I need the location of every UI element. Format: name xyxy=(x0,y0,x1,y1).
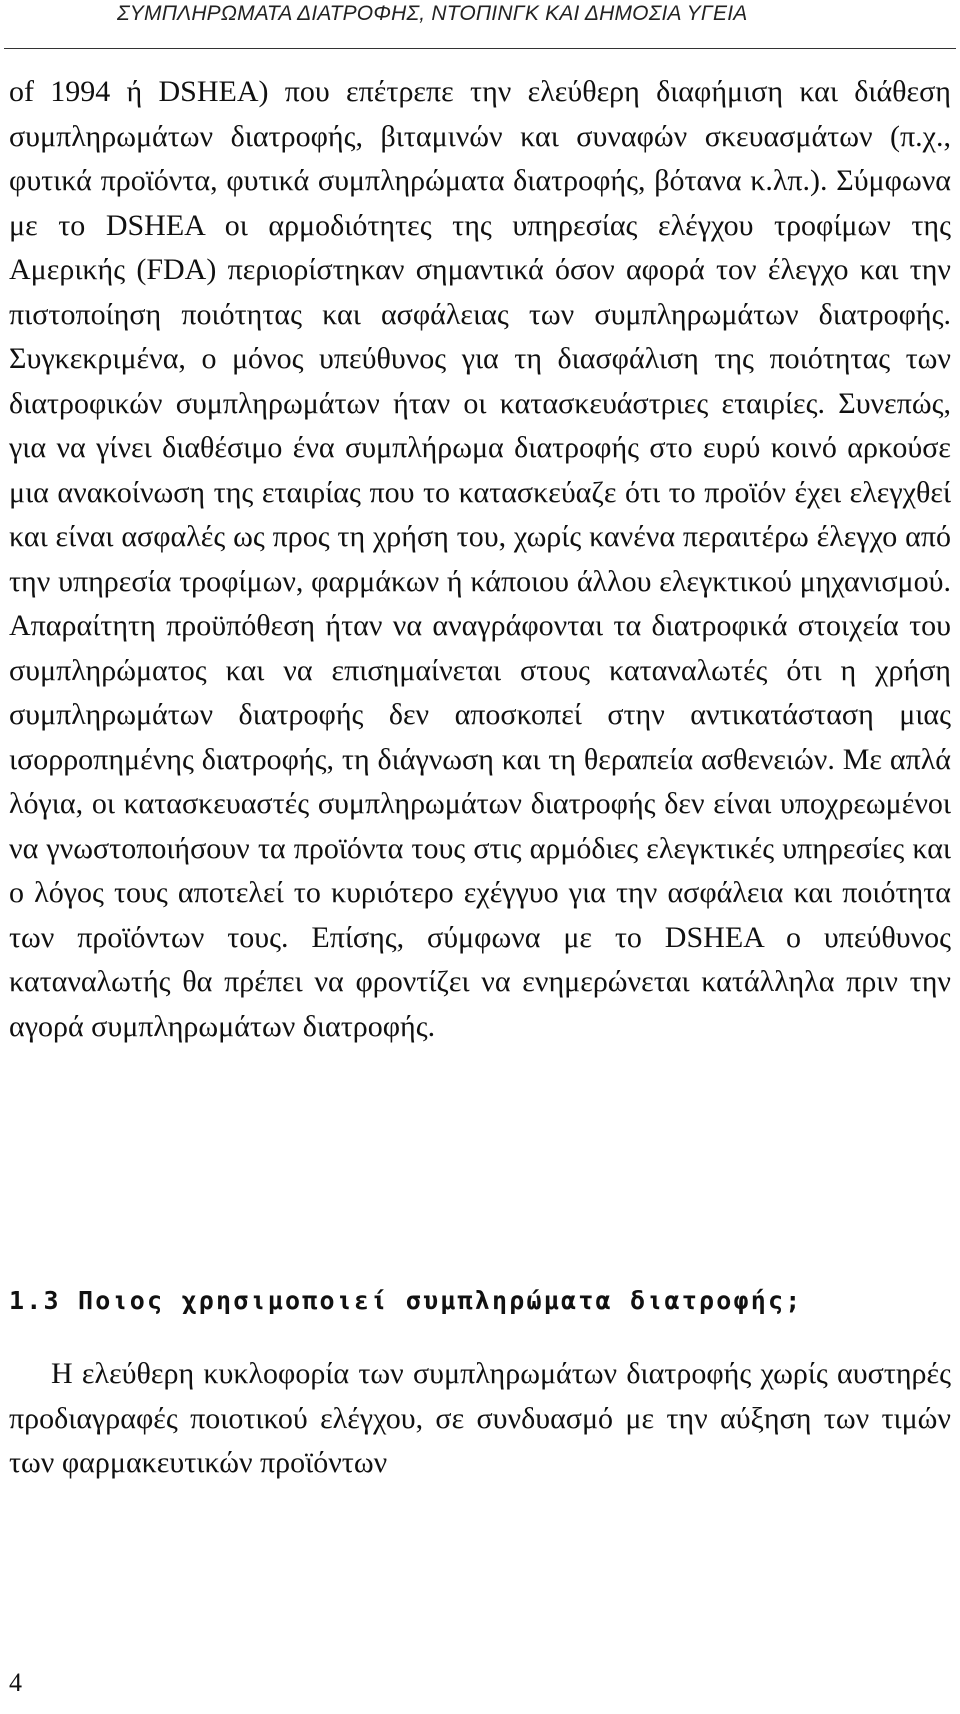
body-paragraph-1: of 1994 ή DSHEA) που επέτρεπε την ελεύθερη διαφήμιση και διάθεση συμπληρωμάτων διατροφής, βιταμινών και συναφών σκευασμάτων (π.χ., φυτικά προϊόντα, φυτικά συμπληρώματα διατροφής, βότανα κ.λπ.). Σύμφωνα με το DSHEA οι αρμοδιότητες της υπηρεσίας ελέγχου τροφίμων της Αμερικής (FDA) περιορίστηκαν σημαντικά όσον αφορά τον έλεγχο και την πιστοποίηση ποιότητας και ασφάλειας των συμπληρωμάτων διατροφής. Συγκεκριμένα, ο μόνος υπεύθυνος για τη διασφάλιση της ποιότητας των διατροφικών συμπληρωμάτων ήταν οι κατασκευάστριες εταιρίες. Συνεπώς, για να γίνει διαθέσιμο ένα συμπλήρωμα διατροφής στο ευρύ κοινό αρκούσε μια ανακοίνωση της εταιρίας που το κατασκεύαζε ότι το προϊόν έχει ελεγχθεί και είναι ασφαλές ως προς τη χρήση του, χωρίς κανένα περαιτέρω έλεγχο από την υπηρεσία τροφίμων, φαρμάκων ή κάποιου άλλου ελεγκτικού μηχανισμού. Απαραίτητη προϋπόθεση ήταν να αναγράφονται τα διατροφικά στοιχεία του συμπληρώματος και να επισημαίνεται στους καταναλωτές ότι η χρήση συμπληρωμάτων διατροφής δεν αποσκοπεί στην αντικατάσταση μιας ισορροπημένης διατροφής, τη διάγνωση και τη θεραπεία ασθενειών. Με απλά λόγια, οι κατασκευαστές συμπληρωμάτων διατροφής δεν είναι υποχρεωμένοι να γνωστοποιήσουν τα προϊόντα τους στις αρμόδιες ελεγκτικές υπηρεσίες και ο λόγος τους αποτελεί το κυριότερο εχέγγυο για την ασφάλεια και ποιότητα των προϊόντων τους. Επίσης, σύμφωνα με το DSHEA ο υπεύθυνος καταναλωτής θα πρέπει να φροντίζει να ενημερώνεται κατάλληλα πριν την αγορά συμπληρωμάτων διατροφής. xyxy=(9,75,951,1043)
header-divider xyxy=(4,48,956,49)
body-paragraph-2: Η ελεύθερη κυκλοφορία των συμπληρωμάτων διατροφής χωρίς αυστηρές προδιαγραφές ποιοτικού ελέγχου, σε συνδυασμό με την αύξηση των τιμών των φαρμακευτικών προϊόντων xyxy=(9,1357,951,1479)
running-header: ΣΥΜΠΛΗΡΩΜΑΤΑ ΔΙΑΤΡΟΦΗΣ, ΝΤΟΠΙΝΓΚ ΚΑΙ ΔΗΜΟΣΙΑ ΥΓΕΙΑ xyxy=(117,2,748,25)
page-number: 4 xyxy=(9,1668,22,1697)
section-heading: 1.3 Ποιος χρησιμοποιεί συμπληρώματα διατροφής; xyxy=(9,1286,803,1315)
